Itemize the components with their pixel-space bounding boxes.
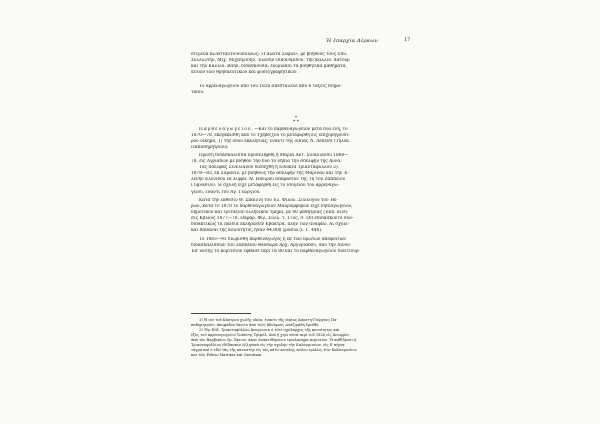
footnote-line: 2) Τὴν Εὐδ. Τριανταφύλλου Ἀναγνωσπ ὁ τότε σχόλαρχος τῆς κοινότητος καὶ (199, 328, 340, 332)
paragraph-5 (191, 198, 403, 235)
paragraph-3 (191, 127, 403, 151)
text-line: Παπαδημητρίου). (191, 145, 229, 151)
text-line: σις Κβλους 1877—78, Παραρ. Φιλ. Σύλλ. τ. 17ος, σ. 50) ἐδιδάσκοντο συν- (191, 216, 354, 222)
text-line: 1878—83, ἐκ Σαρανὶν, μὲ βοηθοὺς τὴν ἀδελφὴν τῆς Μαρίναν καὶ τὴν Ἐ- (191, 171, 349, 177)
footnote-line: καὶ τῶν Pelicio Martinia καὶ Oreottain. (191, 353, 263, 357)
text-line: 1870—78, ἐκεγκαίσθη ἀπὸ τὸ Τχεβέζζου τὸ μετεφορθῆ εἰς ἐπιχορηγοῦσι- (191, 133, 350, 139)
page-number: 17 (404, 37, 411, 43)
text-line: ρον οἴκημα, 1) τῆς ὁδοῦ ἐκκλησίας, ἔναντι τῆς οἰκίας Ν. Λεπειδί (Τηλεκ. (191, 139, 351, 145)
text-line: Κατὰ τὴν ἔκθεσιν Θ. Σπαΐλιη τοῦ Ἑλ. Φιλολ. Συλλόγου τοῦ Ἠέ- (199, 198, 338, 203)
text-line: λένην Ελενίδου ἐκ Σίφρα. Αἱ Ἠπείρου ἀπέφασιον τῆς 1η τοῦ Ζαππείου (191, 177, 346, 183)
text-line: σιτμένα Κωνσταντινουπόλεως: «Γαλατᾶ Σοφία», μὲ βοηθούς τοὺς Σπυ. (191, 52, 348, 57)
text-line: Ἐπ' αὐτῆς τὸ κορίτσιον ἔφθασε περὶ τὰ 80 καὶ τὸ παρθεναγωγεῖον διαιτιοῦρ- (191, 249, 360, 255)
text-line: διδασκαλισσῶν τοῦ Ζαππείου Θεοδώρα Ἀρχ. Ἀργυριάδου, ἀπὸ τὴν Αἴνον. (191, 243, 352, 249)
footnote-line: 1) Ἡ σεὶ τοῦ Κάστρου χωλῆς οἰκία, ἔναντι τῆς οἰκίας Ἀποστη-Γεόργιας Πα- (199, 318, 338, 322)
text-line: Γυμνασίου. Ἡ σχολὴ εἶχε μεταφερθῆ εἰς τὸ ἰσόγειον τοῦ ἀρρεναγω- (191, 183, 339, 189)
text-line-rest: —Καὶ τὸ παρθεναγωγεῖον μετὰ δύο ἔνη, τὸ (254, 127, 348, 132)
section-separator (286, 117, 306, 125)
footnote-line: ἐξὸς τοῦ ἀρρεναγωγείου Ἰωάννης Τριφύλ. ἀπὸ ἡ χηοι αὐτὰ περὶ τοῦ 1826 εἰς Ἀνωφρίσ (191, 333, 349, 337)
text-line: γείου, ἔναντι τοῦ Ἁγ. Γεωργίου. (191, 189, 261, 195)
text-line: καὶ τὴν Καλλιό. Βάην, διδάσκουσα; ἐνοριακοὶ τὰ βοηθητικὰ μαθήματα, (191, 64, 347, 70)
paragraph-2 (191, 84, 403, 96)
text-line: Τὸ 1883—91 διωρίσθη παρθεναγωγὸς ἡ ἐκ τῶν πρώτων ἀποφοίτων (199, 237, 346, 242)
text-line: Σελλιώτην, Μιχ. Μιχαηλίδην, Ἐλένην Οἰκονομίδου, τὴν Καλλιό. Χατοῦρ (191, 58, 350, 64)
text-line: διδακτικῶς τὰ παιδιὰ ἑκλήρωσεν Κβάκτρα, πλὴν τῶν ἀνάφεω. Αἱ σχολι- (191, 222, 350, 228)
footnotes (191, 318, 403, 358)
footnote-line: ἀπὸ τὸν Βαρβεκίου Σμ. Σκτων, ἀκον ἀνακτιθέμενον τρικλαπημα περινείου. Ἡ καθίδρυσι ἡ (191, 338, 357, 342)
text-line: τικοῦ. (191, 90, 205, 96)
section-heading: Παρθεναγωγεῖον. (199, 127, 255, 132)
footnote-line: παδημητρίου, ἀποφάδου ἔκειτο ἀπὸ τοὺς ἀδελφοὺς Αναζιράδη ἔρεύθη. (191, 323, 320, 327)
text-line: ρων, κατὰ τὸ 1878 τὸ παρθεναγωγεῖον Μαυρομφορῶν εἶχε νηπιαγωγεῖον, (191, 204, 353, 210)
footnote-line: τάγρα καὶ ὁ ἐδώ τὰς τῆς καταστήν εἰς τὰς κάτω κοτέλης πώλιο τριάλις τῶν Καλανρισέων (191, 348, 357, 352)
footnote-rule (191, 313, 251, 314)
text-line: Τὰς ἀδελφὰς Σινελιανοῦ διεδέχθη ἡ Εἰδοκία Τριανταφύλλου 2), (199, 165, 340, 171)
asterisk-bottom: * * (293, 120, 299, 125)
running-head: Ἡ ἐπαρχία Δέρκων (326, 38, 378, 44)
paragraph-1 (191, 52, 403, 76)
paragraph-6 (191, 237, 403, 255)
footnote-line: Τριανταφυλλίου ἐδίδασκεν ἑλληνικὰ εἰς τὴν σχολὴν τῆν Καλανρισέων, εἰς δ' πήνια (191, 343, 345, 347)
text-line: Πρῶτη διδασκάλισσα προσελήφθη ἡ Μαρία Ἀντ. Σιναλιανοῦ 1868— (199, 153, 349, 158)
text-line: δημοτικὸν καὶ τριτάξιον ἑλληνικὸν τμῆμα, μὲ 60 μαθητρίας (Ἐκπ. κίνη- (191, 210, 349, 216)
text-line: αὐτῶν τῶν θρησκευτικῶν καὶ φυσιογραφητικῶν. (191, 70, 298, 76)
text-line: Τὸ ἀρρεναγωγεῖον ἀπὸ τοῦ 1826 ἀπεστάλευε ἀπὸ 6 τάξεις διημο- (199, 84, 342, 89)
asterisk-top: * (294, 116, 298, 121)
paragraph-4 (191, 153, 403, 196)
text-line: 78, εἰς Ἀγριάδων μὲ βοηθὸν τὴν δύο τὸ νήπια τῆν ἀδελφήν τῆς Ἄννα. (191, 159, 342, 165)
text-line: καὶ δαπάναι τῆς κοινότητος ἦσαν 44.900 γρόσια (Ι. Γ. 440). (191, 228, 323, 234)
